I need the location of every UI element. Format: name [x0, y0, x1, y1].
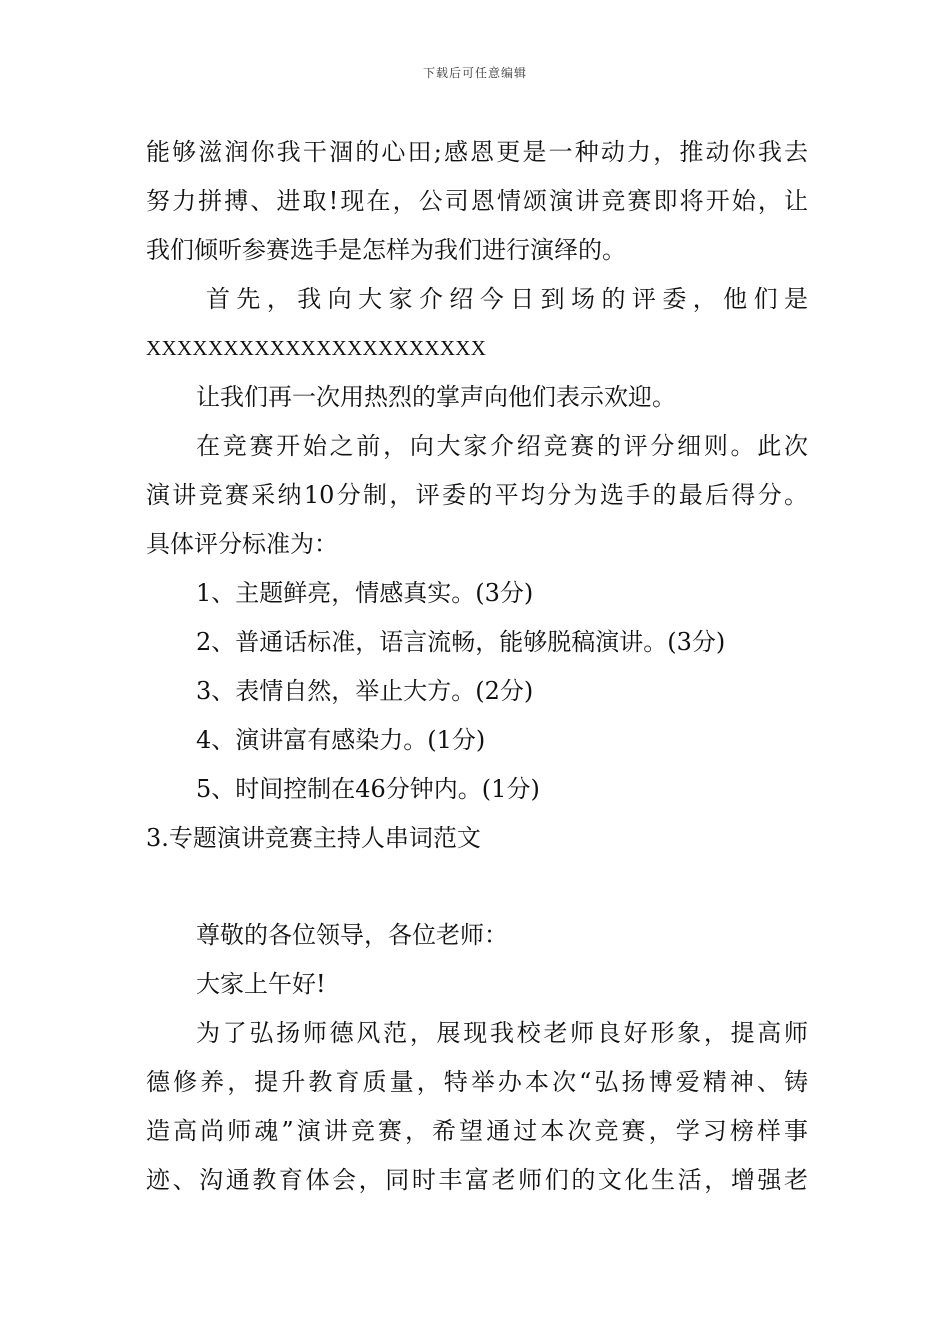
- list-item: 4、演讲富有感染力。(1分): [196, 726, 486, 754]
- text-line: 在竞赛开始之前，向大家介绍竞赛的评分细则。此次: [196, 432, 808, 460]
- text-line: 演讲竞赛采纳10分制，评委的平均分为选手的最后得分。: [146, 481, 808, 509]
- blank-line: [146, 863, 808, 911]
- section-heading: 3.专题演讲竞赛主持人串词范文: [146, 824, 481, 852]
- text-line: 迹、沟通教育体会，同时丰富老师们的文化生活，增强老: [146, 1166, 808, 1194]
- text-line: 造高尚师魂”演讲竞赛，希望通过本次竞赛，学习榜样事: [146, 1117, 808, 1145]
- list-item: 2、普通话标准，语言流畅，能够脱稿演讲。(3分): [196, 628, 726, 656]
- document-body: [146, 128, 808, 1205]
- text-line: 具体评分标准为：: [146, 530, 338, 558]
- list-item: 5、时间控制在46分钟内。(1分): [196, 775, 540, 803]
- text-line: XXXXXXXXXXXXXXXXXXXXXX: [146, 336, 487, 360]
- page-header: 下载后可任意编辑: [422, 66, 527, 80]
- salutation: 尊敬的各位领导，各位老师：: [196, 921, 508, 949]
- list-item: 3、表情自然，举止大方。(2分): [196, 677, 534, 705]
- text-line: 为了弘扬师德风范，展现我校老师良好形象，提高师: [196, 1019, 808, 1047]
- text-line: 让我们再一次用热烈的掌声向他们表示欢迎。: [196, 383, 676, 411]
- text-line: 能够滋润你我干涸的心田;感恩更是一种动力，推动你我去: [146, 138, 808, 166]
- text-line: 我们倾听参赛选手是怎样为我们进行演绎的。: [146, 236, 626, 264]
- text-line: 首先，我向大家介绍今日到场的评委，他们是: [206, 285, 808, 313]
- text-line: 努力拼搏、进取!现在，公司恩情颂演讲竞赛即将开始，让: [146, 187, 808, 215]
- list-item: 1、主题鲜亮，情感真实。(3分): [196, 579, 534, 607]
- greeting: 大家上午好!: [196, 970, 326, 998]
- text-line: 德修养，提升教育质量，特举办本次“弘扬博爱精神、铸: [146, 1068, 808, 1096]
